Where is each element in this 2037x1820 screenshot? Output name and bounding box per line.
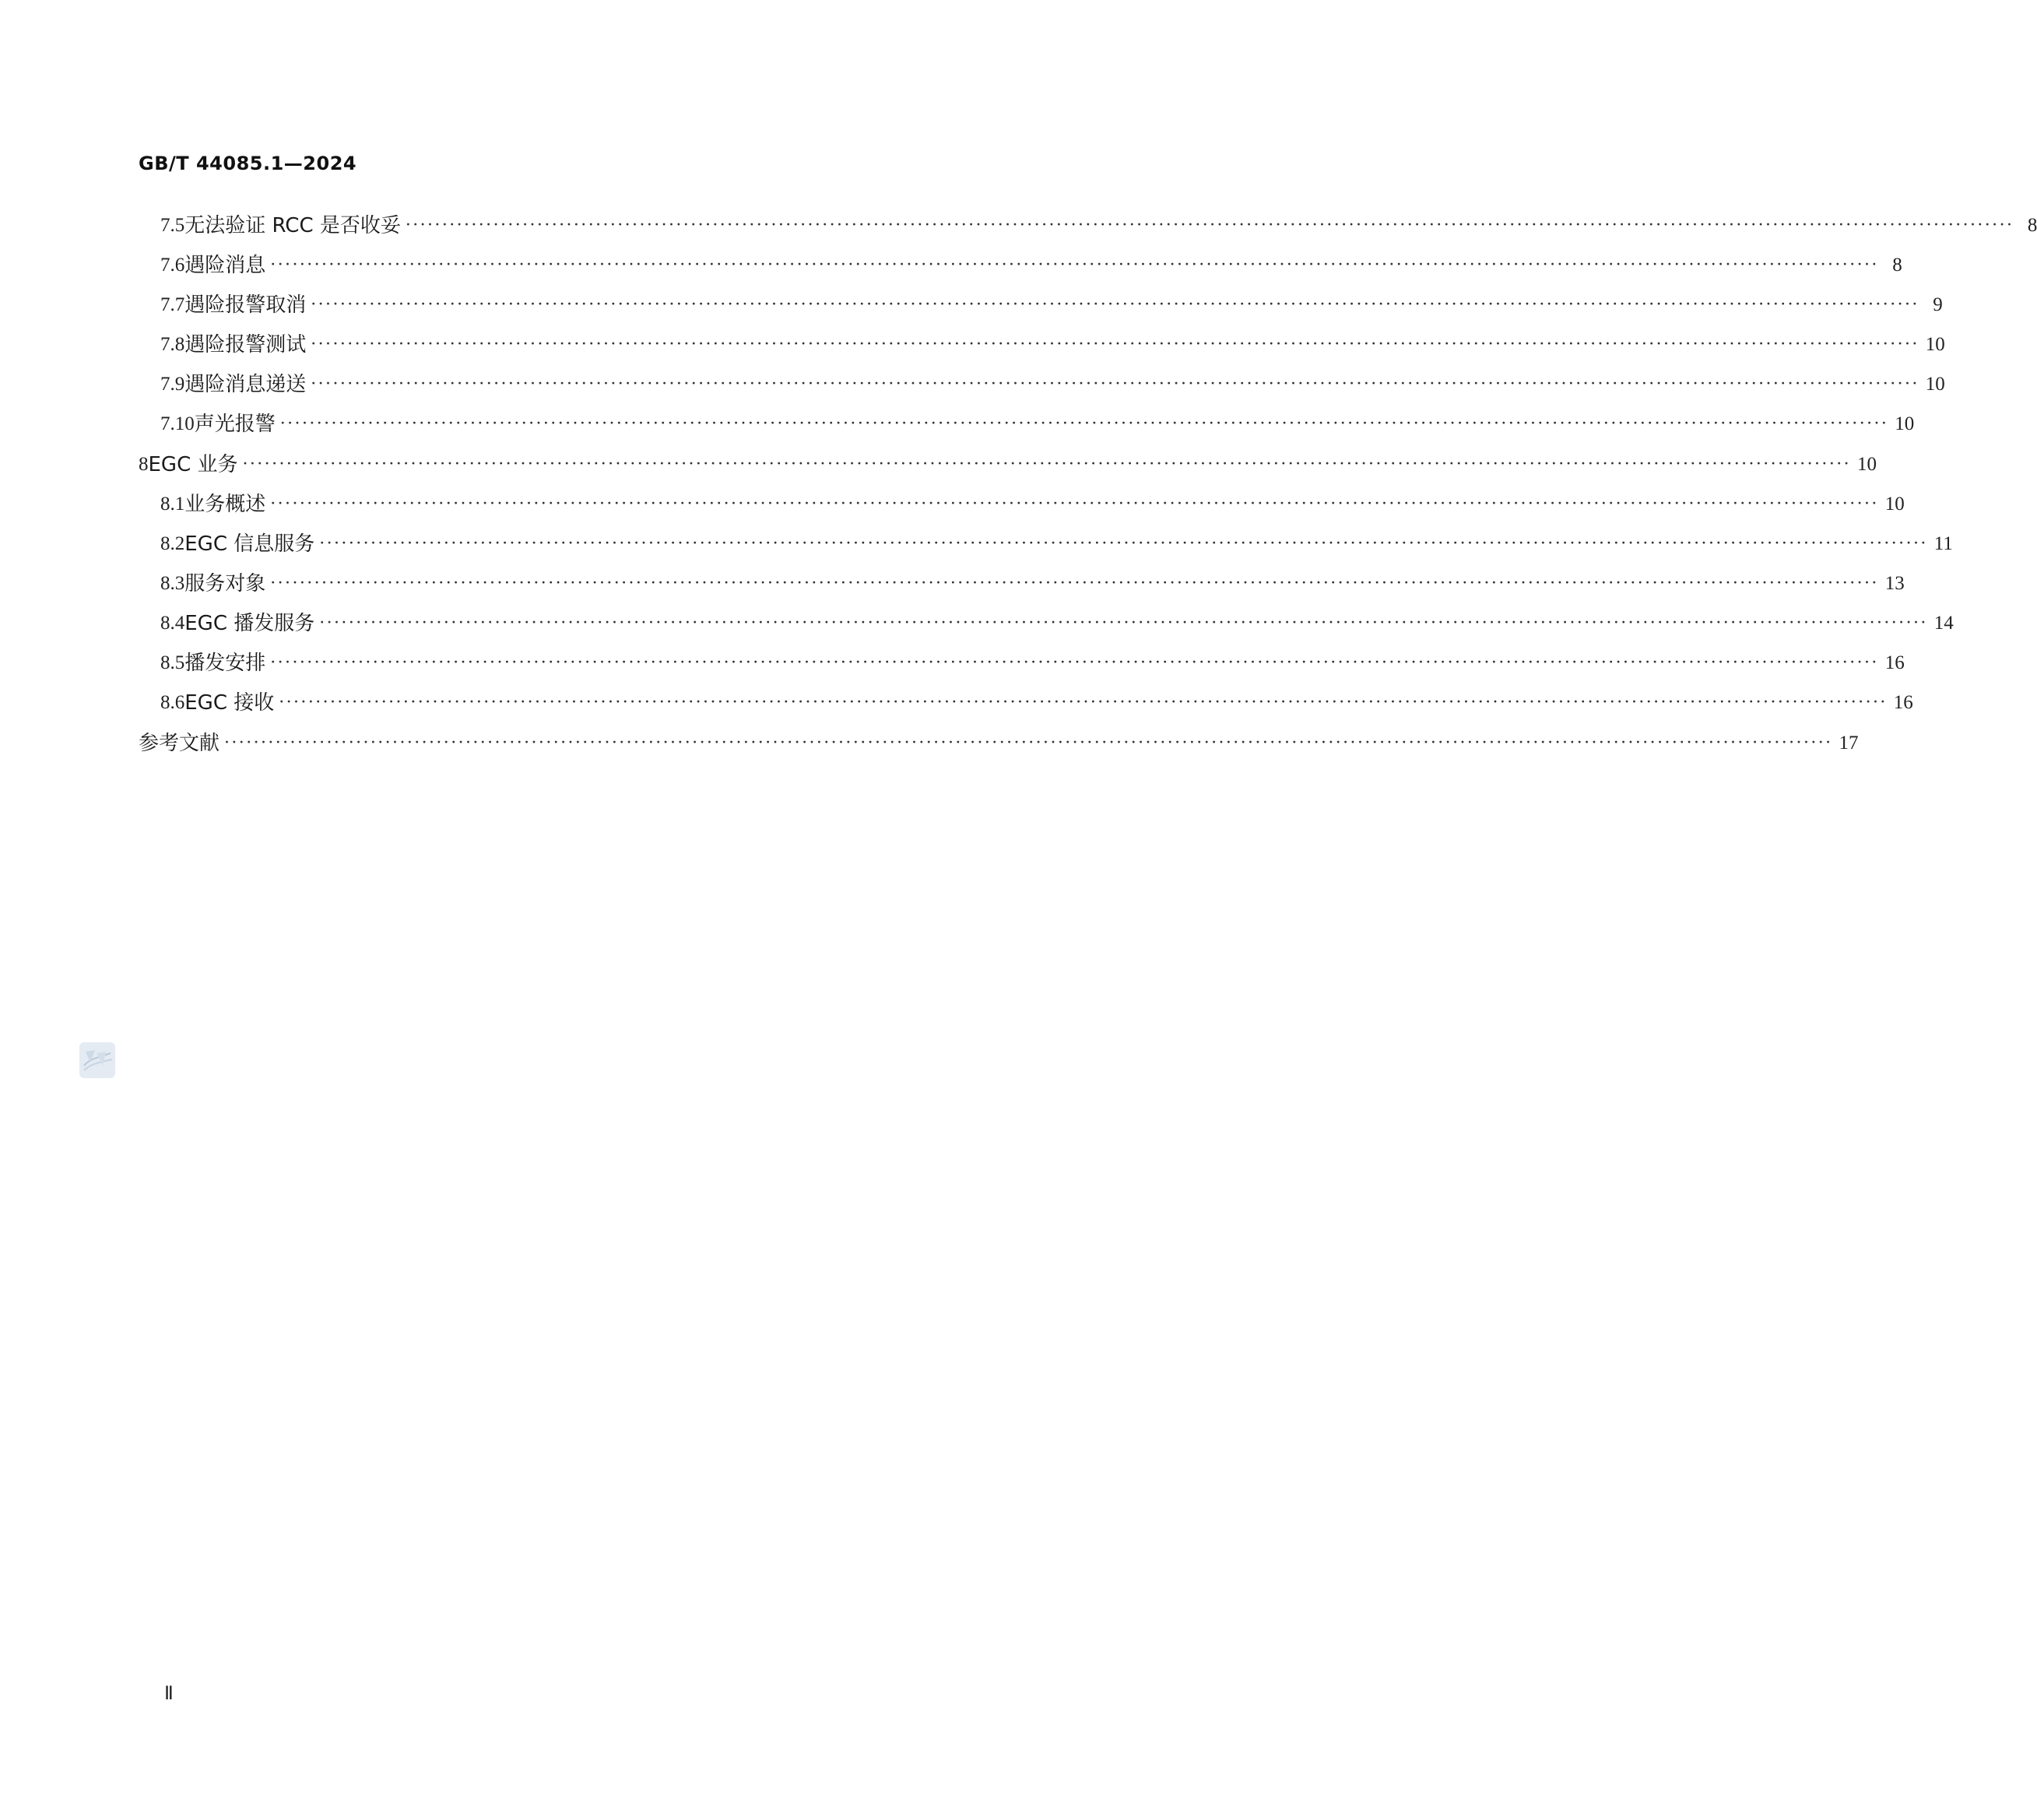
toc-entry-title: 遇险消息 bbox=[184, 254, 266, 277]
toc-entry-title: EGC 接收 bbox=[184, 691, 275, 715]
page-number: Ⅱ bbox=[164, 1684, 174, 1704]
toc-dot-leader: ···························································································································································································································· bbox=[311, 335, 1919, 354]
toc-dot-leader: ···························································································································································································································· bbox=[270, 255, 1879, 275]
toc-entry-title: 遇险消息递送 bbox=[184, 373, 307, 396]
toc-entry-page: 10 bbox=[1895, 413, 1915, 434]
toc-entry-page: 10 bbox=[1925, 374, 1945, 395]
toc-entry-title: EGC 信息服务 bbox=[184, 532, 315, 556]
toc-entry-number: 8.2 bbox=[160, 533, 185, 554]
toc-entry-number: 8 bbox=[139, 454, 149, 475]
toc-entry-number: 7.5 bbox=[160, 215, 185, 236]
toc-entry-title: 业务概述 bbox=[184, 493, 266, 516]
toc-dot-leader: ···························································································································································································································· bbox=[311, 295, 1919, 314]
toc-entry-number: 7.7 bbox=[160, 294, 185, 315]
toc-dot-leader: ···························································································································································································································· bbox=[242, 455, 1851, 474]
toc-entry-page: 10 bbox=[1857, 454, 1877, 475]
toc-entry-title: EGC 播发服务 bbox=[184, 612, 315, 635]
toc-entry-title: 无法验证 RCC 是否收妥 bbox=[184, 214, 401, 237]
document-code: GB/T 44085.1—2024 bbox=[139, 153, 357, 174]
toc-entry[interactable] bbox=[139, 568, 1905, 599]
toc-entry-page: 16 bbox=[1884, 652, 1905, 673]
toc-entry-page: 8 bbox=[1892, 255, 1902, 276]
toc-entry[interactable] bbox=[139, 210, 2037, 241]
toc-entry-title: 遇险报警测试 bbox=[184, 333, 307, 357]
toc-entry-page: 13 bbox=[1884, 573, 1905, 594]
toc-dot-leader: ···························································································································································································································· bbox=[319, 613, 1928, 633]
toc-entry-page: 8 bbox=[2027, 215, 2037, 236]
toc-entry[interactable] bbox=[139, 449, 1877, 480]
toc-dot-leader: ···························································································································································································································· bbox=[279, 693, 1888, 712]
toc-entry-page: 10 bbox=[1925, 334, 1945, 355]
sac-logo-shape bbox=[79, 1042, 115, 1078]
toc-dot-leader: ···························································································································································································································· bbox=[270, 494, 1879, 514]
toc-entry[interactable] bbox=[139, 329, 1945, 360]
toc-entry[interactable] bbox=[139, 608, 1954, 639]
toc-entry-page: 17 bbox=[1839, 733, 1859, 754]
toc-entry-number: 7.9 bbox=[160, 374, 185, 395]
toc-entry-title: 遇险报警取消 bbox=[184, 293, 307, 317]
toc-entry[interactable] bbox=[139, 409, 1915, 440]
toc-entry-number: 7.8 bbox=[160, 334, 185, 355]
toc-entry-number: 7.10 bbox=[160, 413, 195, 434]
toc-dot-leader: ···························································································································································································································· bbox=[270, 653, 1879, 673]
toc-dot-leader: ···························································································································································································································· bbox=[224, 733, 1833, 753]
toc-entry[interactable] bbox=[139, 648, 1905, 679]
toc-entry-title: 播发安排 bbox=[184, 652, 266, 675]
toc-entry-page: 9 bbox=[1933, 294, 1943, 315]
toc-entry-number: 8.5 bbox=[160, 652, 185, 673]
toc-entry-page: 11 bbox=[1933, 533, 1953, 554]
toc-entry[interactable] bbox=[139, 687, 1913, 719]
toc-entry-page: 14 bbox=[1933, 613, 1954, 634]
toc-entry[interactable] bbox=[139, 529, 1953, 560]
toc-entry-title: 服务对象 bbox=[184, 572, 266, 596]
toc-entry-number: 8.1 bbox=[160, 494, 185, 515]
toc-entry-number: 8.4 bbox=[160, 613, 185, 634]
toc-entry-number: 8.6 bbox=[160, 692, 185, 713]
toc-dot-leader: ···························································································································································································································· bbox=[311, 374, 1919, 394]
toc-dot-leader: ···························································································································································································································· bbox=[270, 574, 1879, 593]
toc-entry[interactable] bbox=[139, 369, 1945, 400]
toc-entry-number: 8.3 bbox=[160, 573, 185, 594]
toc-entry-title: 声光报警 bbox=[194, 413, 276, 436]
toc-dot-leader: ···························································································································································································································· bbox=[279, 414, 1889, 434]
toc-dot-leader: ···························································································································································································································· bbox=[319, 534, 1928, 553]
toc-entry[interactable] bbox=[139, 250, 1902, 281]
sac-logo-icon bbox=[79, 1042, 115, 1078]
toc-dot-leader: ···························································································································································································································· bbox=[405, 216, 2014, 235]
toc-entry[interactable] bbox=[139, 728, 1859, 759]
toc-entry[interactable] bbox=[139, 290, 1943, 321]
toc-entry-title: 参考文献 bbox=[139, 732, 220, 755]
toc-entry[interactable] bbox=[139, 489, 1905, 520]
toc-entry-page: 16 bbox=[1893, 692, 1913, 713]
toc-entry-number: 7.6 bbox=[160, 255, 185, 276]
toc-entry-page: 10 bbox=[1884, 494, 1905, 515]
toc-entry-title: EGC 业务 bbox=[148, 453, 238, 476]
